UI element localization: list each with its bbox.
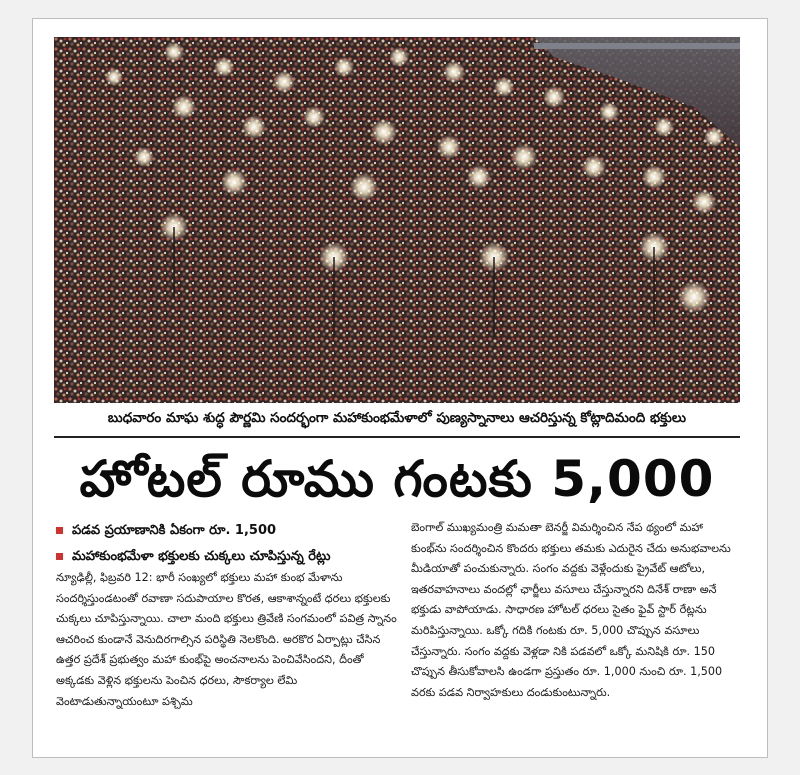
article-body-left: న్యూఢిల్లీ, ఫిబ్రవరి 12: భారీ సంఖ్యలో భక్తులు మహా కుంభ మేళాను సందర్శిస్తుండటంతో రవాణా సదుపాయాల కొరత, ఆకాశాన్నంటే ధరలు భక్తులకు చుక్కలు చూపిస్తున్నాయి. చాలా మంది భక్తులు త్రివేణి సంగమంలో పవిత్ర స్నానం ఆచరించ కుండానే వెనుదిరగాల్సిన పరిస్థితి నెలకొంది. అరకొర ఏర్పాట్లు చేసిన ఉత్తర ప్రదేశ్ ప్రభుత్వం మహా కుంభ్‌పై అంచనాలను పెంచివేసిందని, దీంతో అక్కడకు వెళ్లిన భక్తులను పెంచిన ధరలు, సౌకర్యాల లేమి వెంటాడుతున్నాయంటూ పశ్చిమ: [56, 571, 397, 708]
article-column-left: [56, 568, 401, 712]
article-column-right: [411, 518, 741, 703]
subheadline-text: పడవ ప్రయాణానికి ఏకంగా రూ. 1,500: [72, 523, 277, 538]
square-bullet-icon: [56, 553, 63, 560]
crowd-photo-image: [54, 37, 740, 403]
crowd-photo: [54, 37, 740, 403]
subheadline-list: [56, 518, 401, 570]
subheadline-item: [56, 518, 401, 544]
divider-line: [54, 436, 740, 438]
subheadline-item: [56, 544, 401, 570]
subheadline-text: మహాకుంభమేళా భక్తులకు చుక్కలు చూపిస్తున్న రేట్లు: [72, 549, 331, 564]
headline: హోటల్ రూము గంటకు 5,000: [79, 450, 715, 508]
square-bullet-icon: [56, 527, 63, 534]
photo-caption: బుధవారం మాఘ శుద్ధ పౌర్ణమి సందర్భంగా మహాకుంభమేళాలో పుణ్యస్నానాలు ఆచరిస్తున్న కోట్లాదిమంది భక్తులు: [107, 410, 687, 426]
article-body-right: బెంగాల్ ముఖ్యమంత్రి మమతా బెనర్జీ విమర్శించిన నేప థ్యంలో మహా కుంభ్‌ను సందర్శించిన కొందరు భక్తులు తమకు ఎదురైన చేదు అనుభవాలను మీడియాతో పంచుకున్నారు. సంగం వద్దకు వెళ్లేందుకు ప్రైవేట్ ఆటోలు, ఇతరవాహనాలు వందల్లో ఛార్జీలు వసూలు చేస్తున్నారని దినేశ్ రాణా అనే భక్తుడు వాపోయాడు. సాధారణ హోటల్ ధరలు సైతం ఫైవ్ స్టార్ రేట్లను మరిపిస్తున్నాయి. ఒక్కో గదికి గంటకు రూ. 5,000 చొప్పున వసూలు చేస్తున్నారు. సంగం వద్దకు వెళ్లడా నికి పడవలో ఒక్కో మనిషికి రూ. 150 చొప్పున తీసుకోవాలసి ఉండగా ప్రస్తుతం రూ. 1,000 నుంచి రూ. 1,500 వరకు పడవ నిర్వాహకులు దండుకుంటున్నారు.: [411, 521, 731, 699]
